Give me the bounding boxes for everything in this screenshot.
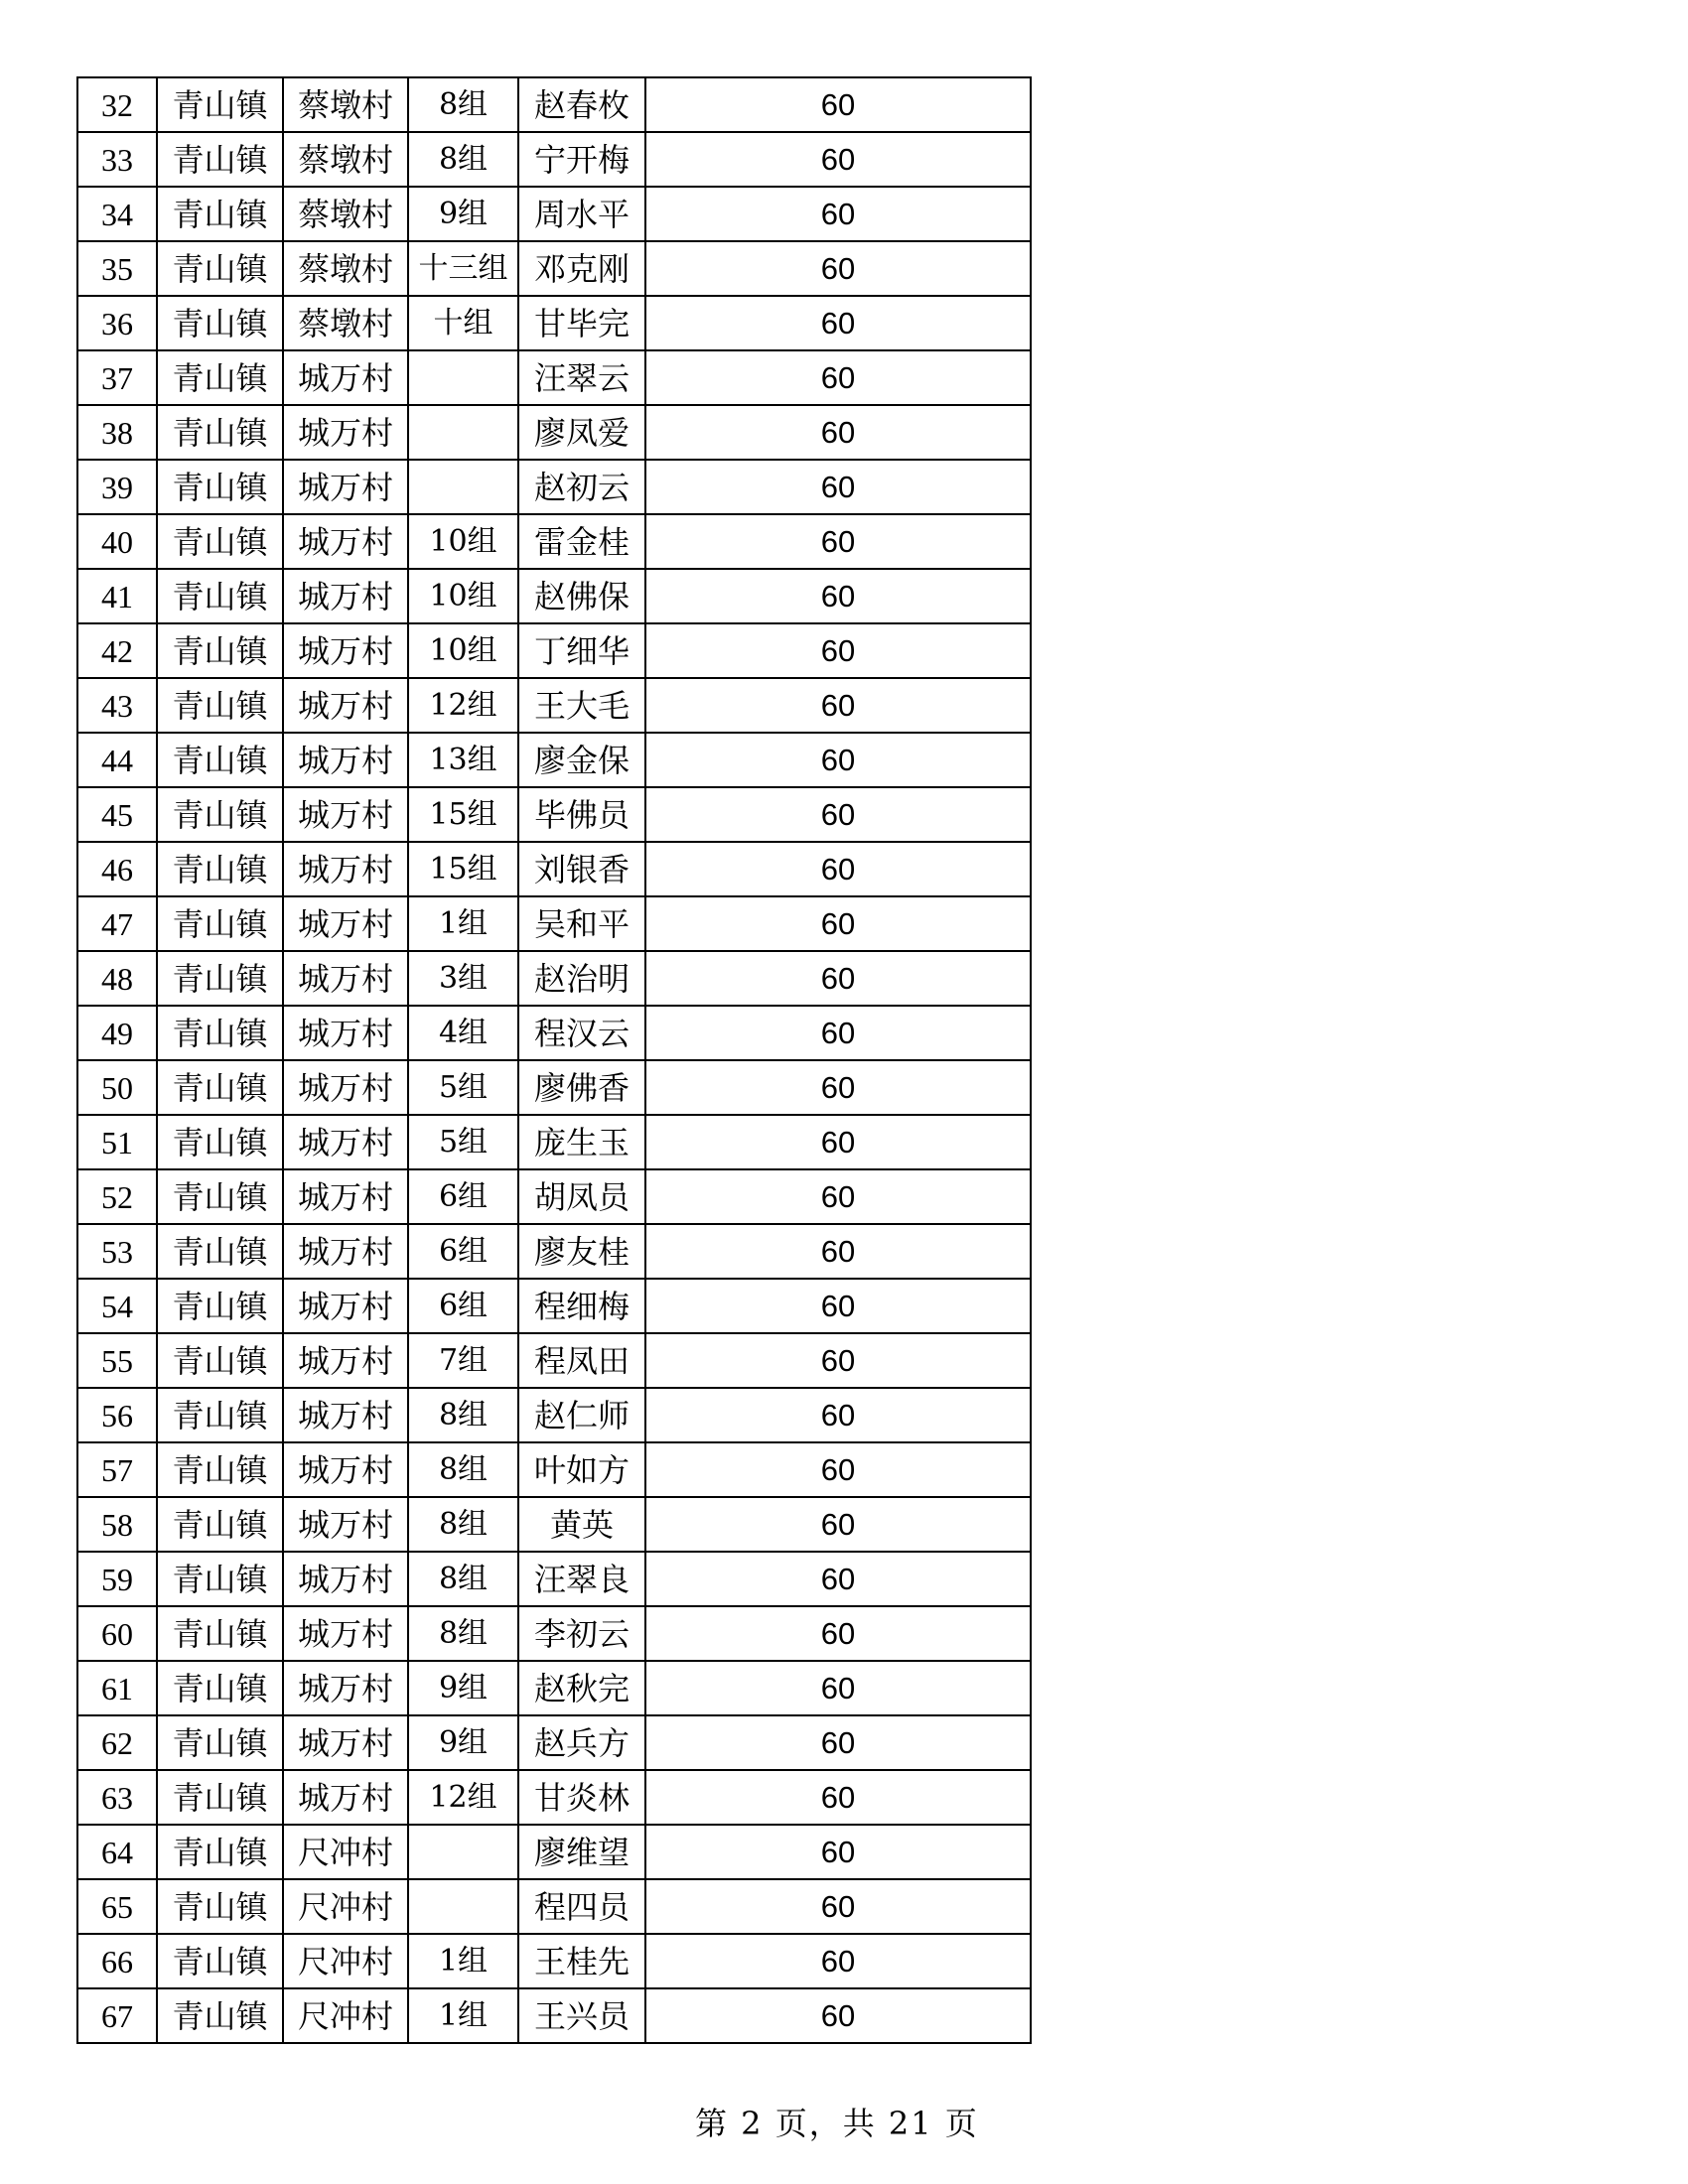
village-cell: 城万村 (283, 569, 408, 623)
village-cell: 城万村 (283, 1606, 408, 1661)
village-cell: 城万村 (283, 350, 408, 405)
town-cell: 青山镇 (157, 1279, 283, 1333)
village-cell: 蔡墩村 (283, 296, 408, 350)
amount-cell: 60 (645, 514, 1031, 569)
amount-cell: 60 (645, 1388, 1031, 1442)
group-cell: 8组 (408, 132, 518, 187)
village-cell: 城万村 (283, 405, 408, 460)
group-cell: 10组 (408, 623, 518, 678)
town-cell: 青山镇 (157, 1169, 283, 1224)
table-row (77, 1988, 1031, 2043)
group-cell: 13组 (408, 733, 518, 787)
name-cell: 庞生玉 (518, 1115, 645, 1169)
town-cell: 青山镇 (157, 1552, 283, 1606)
row-number-cell: 43 (77, 678, 157, 733)
row-number-cell: 63 (77, 1770, 157, 1825)
table-row (77, 1279, 1031, 1333)
table-row (77, 1552, 1031, 1606)
amount-cell: 60 (645, 1006, 1031, 1060)
table-row (77, 1934, 1031, 1988)
village-cell: 城万村 (283, 896, 408, 951)
village-cell: 城万村 (283, 1552, 408, 1606)
row-number-cell: 39 (77, 460, 157, 514)
town-cell: 青山镇 (157, 1224, 283, 1279)
group-cell: 8组 (408, 1497, 518, 1552)
name-cell: 王兴员 (518, 1988, 645, 2043)
row-number-cell: 44 (77, 733, 157, 787)
village-cell: 城万村 (283, 1279, 408, 1333)
town-cell: 青山镇 (157, 787, 283, 842)
name-cell: 赵兵方 (518, 1715, 645, 1770)
group-cell: 1组 (408, 896, 518, 951)
row-number-cell: 32 (77, 77, 157, 132)
table-row (77, 1715, 1031, 1770)
table-row (77, 296, 1031, 350)
village-cell: 城万村 (283, 514, 408, 569)
row-number-cell: 66 (77, 1934, 157, 1988)
town-cell: 青山镇 (157, 733, 283, 787)
group-cell: 十三组 (408, 241, 518, 296)
village-cell: 蔡墩村 (283, 77, 408, 132)
amount-cell: 60 (645, 1661, 1031, 1715)
amount-cell: 60 (645, 241, 1031, 296)
amount-cell: 60 (645, 678, 1031, 733)
table-row (77, 1825, 1031, 1879)
town-cell: 青山镇 (157, 1661, 283, 1715)
table-row (77, 1333, 1031, 1388)
amount-cell: 60 (645, 1224, 1031, 1279)
amount-cell: 60 (645, 1169, 1031, 1224)
table-row (77, 1770, 1031, 1825)
village-cell: 蔡墩村 (283, 241, 408, 296)
village-cell: 尺冲村 (283, 1934, 408, 1988)
name-cell: 赵治明 (518, 951, 645, 1006)
amount-cell: 60 (645, 77, 1031, 132)
group-cell: 十组 (408, 296, 518, 350)
name-cell: 毕佛员 (518, 787, 645, 842)
town-cell: 青山镇 (157, 1879, 283, 1934)
amount-cell: 60 (645, 350, 1031, 405)
group-cell (408, 460, 518, 514)
town-cell: 青山镇 (157, 569, 283, 623)
village-cell: 城万村 (283, 1661, 408, 1715)
town-cell: 青山镇 (157, 1442, 283, 1497)
village-cell: 城万村 (283, 678, 408, 733)
table-row (77, 1661, 1031, 1715)
group-cell (408, 1825, 518, 1879)
amount-cell: 60 (645, 951, 1031, 1006)
group-cell (408, 1879, 518, 1934)
table-row (77, 1388, 1031, 1442)
table-row (77, 623, 1031, 678)
row-number-cell: 48 (77, 951, 157, 1006)
amount-cell: 60 (645, 1060, 1031, 1115)
table-row (77, 1497, 1031, 1552)
row-number-cell: 40 (77, 514, 157, 569)
name-cell: 程凤田 (518, 1333, 645, 1388)
amount-cell: 60 (645, 1279, 1031, 1333)
amount-cell: 60 (645, 623, 1031, 678)
table-row (77, 1224, 1031, 1279)
table-row (77, 241, 1031, 296)
name-cell: 王桂先 (518, 1934, 645, 1988)
group-cell: 10组 (408, 514, 518, 569)
row-number-cell: 46 (77, 842, 157, 896)
village-cell: 城万村 (283, 1388, 408, 1442)
amount-cell: 60 (645, 1988, 1031, 2043)
group-cell: 4组 (408, 1006, 518, 1060)
table-row (77, 1060, 1031, 1115)
amount-cell: 60 (645, 1606, 1031, 1661)
table-row (77, 1115, 1031, 1169)
town-cell: 青山镇 (157, 1934, 283, 1988)
town-cell: 青山镇 (157, 460, 283, 514)
row-number-cell: 45 (77, 787, 157, 842)
table-row (77, 787, 1031, 842)
village-cell: 城万村 (283, 733, 408, 787)
town-cell: 青山镇 (157, 241, 283, 296)
village-cell: 城万村 (283, 842, 408, 896)
village-cell: 尺冲村 (283, 1825, 408, 1879)
town-cell: 青山镇 (157, 951, 283, 1006)
group-cell: 8组 (408, 77, 518, 132)
town-cell: 青山镇 (157, 132, 283, 187)
name-cell: 赵初云 (518, 460, 645, 514)
name-cell: 汪翠云 (518, 350, 645, 405)
table-row (77, 951, 1031, 1006)
table-row (77, 842, 1031, 896)
amount-cell: 60 (645, 1552, 1031, 1606)
town-cell: 青山镇 (157, 1115, 283, 1169)
amount-cell: 60 (645, 405, 1031, 460)
town-cell: 青山镇 (157, 1715, 283, 1770)
name-cell: 周水平 (518, 187, 645, 241)
name-cell: 宁开梅 (518, 132, 645, 187)
group-cell: 7组 (408, 1333, 518, 1388)
row-number-cell: 67 (77, 1988, 157, 2043)
row-number-cell: 59 (77, 1552, 157, 1606)
name-cell: 李初云 (518, 1606, 645, 1661)
amount-cell: 60 (645, 569, 1031, 623)
group-cell: 5组 (408, 1115, 518, 1169)
name-cell: 黄英 (518, 1497, 645, 1552)
village-cell: 城万村 (283, 787, 408, 842)
row-number-cell: 58 (77, 1497, 157, 1552)
amount-cell: 60 (645, 132, 1031, 187)
town-cell: 青山镇 (157, 405, 283, 460)
name-cell: 丁细华 (518, 623, 645, 678)
row-number-cell: 36 (77, 296, 157, 350)
row-number-cell: 33 (77, 132, 157, 187)
group-cell: 6组 (408, 1224, 518, 1279)
name-cell: 甘毕完 (518, 296, 645, 350)
table-row (77, 678, 1031, 733)
row-number-cell: 35 (77, 241, 157, 296)
group-cell: 1组 (408, 1934, 518, 1988)
village-cell: 城万村 (283, 1006, 408, 1060)
row-number-cell: 49 (77, 1006, 157, 1060)
name-cell: 邓克刚 (518, 241, 645, 296)
town-cell: 青山镇 (157, 1770, 283, 1825)
group-cell: 8组 (408, 1606, 518, 1661)
town-cell: 青山镇 (157, 1988, 283, 2043)
row-number-cell: 34 (77, 187, 157, 241)
row-number-cell: 52 (77, 1169, 157, 1224)
town-cell: 青山镇 (157, 1825, 283, 1879)
town-cell: 青山镇 (157, 842, 283, 896)
row-number-cell: 38 (77, 405, 157, 460)
town-cell: 青山镇 (157, 77, 283, 132)
amount-cell: 60 (645, 1115, 1031, 1169)
group-cell: 6组 (408, 1279, 518, 1333)
group-cell: 15组 (408, 842, 518, 896)
village-cell: 城万村 (283, 1060, 408, 1115)
row-number-cell: 54 (77, 1279, 157, 1333)
name-cell: 廖友桂 (518, 1224, 645, 1279)
village-cell: 城万村 (283, 623, 408, 678)
row-number-cell: 37 (77, 350, 157, 405)
row-number-cell: 50 (77, 1060, 157, 1115)
amount-cell: 60 (645, 1934, 1031, 1988)
row-number-cell: 47 (77, 896, 157, 951)
town-cell: 青山镇 (157, 678, 283, 733)
row-number-cell: 60 (77, 1606, 157, 1661)
name-cell: 廖佛香 (518, 1060, 645, 1115)
amount-cell: 60 (645, 1442, 1031, 1497)
village-cell: 蔡墩村 (283, 187, 408, 241)
village-cell: 蔡墩村 (283, 132, 408, 187)
name-cell: 廖维望 (518, 1825, 645, 1879)
amount-cell: 60 (645, 1770, 1031, 1825)
group-cell: 6组 (408, 1169, 518, 1224)
row-number-cell: 61 (77, 1661, 157, 1715)
village-cell: 城万村 (283, 1497, 408, 1552)
table-row (77, 569, 1031, 623)
row-number-cell: 55 (77, 1333, 157, 1388)
row-number-cell: 41 (77, 569, 157, 623)
town-cell: 青山镇 (157, 1606, 283, 1661)
village-cell: 城万村 (283, 1442, 408, 1497)
amount-cell: 60 (645, 1715, 1031, 1770)
name-cell: 雷金桂 (518, 514, 645, 569)
town-cell: 青山镇 (157, 1388, 283, 1442)
name-cell: 刘银香 (518, 842, 645, 896)
row-number-cell: 57 (77, 1442, 157, 1497)
town-cell: 青山镇 (157, 1006, 283, 1060)
name-cell: 吴和平 (518, 896, 645, 951)
group-cell: 9组 (408, 187, 518, 241)
amount-cell: 60 (645, 1333, 1031, 1388)
amount-cell: 60 (645, 1497, 1031, 1552)
amount-cell: 60 (645, 1825, 1031, 1879)
amount-cell: 60 (645, 733, 1031, 787)
table-row (77, 514, 1031, 569)
village-cell: 尺冲村 (283, 1879, 408, 1934)
town-cell: 青山镇 (157, 896, 283, 951)
row-number-cell: 51 (77, 1115, 157, 1169)
village-cell: 城万村 (283, 1770, 408, 1825)
group-cell: 8组 (408, 1442, 518, 1497)
group-cell (408, 350, 518, 405)
table-row (77, 1879, 1031, 1934)
amount-cell: 60 (645, 187, 1031, 241)
amount-cell: 60 (645, 296, 1031, 350)
name-cell: 程汉云 (518, 1006, 645, 1060)
name-cell: 廖金保 (518, 733, 645, 787)
page-footer: 第 2 页，共 21 页 (695, 2105, 979, 2142)
row-number-cell: 42 (77, 623, 157, 678)
amount-cell: 60 (645, 460, 1031, 514)
town-cell: 青山镇 (157, 350, 283, 405)
name-cell: 赵春枚 (518, 77, 645, 132)
group-cell: 3组 (408, 951, 518, 1006)
table-row (77, 1006, 1031, 1060)
town-cell: 青山镇 (157, 187, 283, 241)
table-row (77, 405, 1031, 460)
name-cell: 赵秋完 (518, 1661, 645, 1715)
roster-table-body (77, 77, 1031, 2043)
group-cell: 8组 (408, 1388, 518, 1442)
village-cell: 城万村 (283, 460, 408, 514)
row-number-cell: 64 (77, 1825, 157, 1879)
row-number-cell: 56 (77, 1388, 157, 1442)
row-number-cell: 53 (77, 1224, 157, 1279)
name-cell: 程细梅 (518, 1279, 645, 1333)
group-cell: 9组 (408, 1715, 518, 1770)
table-row (77, 1169, 1031, 1224)
amount-cell: 60 (645, 787, 1031, 842)
group-cell: 8组 (408, 1552, 518, 1606)
table-row (77, 1606, 1031, 1661)
table-row (77, 1442, 1031, 1497)
group-cell (408, 405, 518, 460)
name-cell: 廖凤爱 (518, 405, 645, 460)
group-cell: 12组 (408, 678, 518, 733)
town-cell: 青山镇 (157, 296, 283, 350)
name-cell: 程四员 (518, 1879, 645, 1934)
table-row (77, 460, 1031, 514)
amount-cell: 60 (645, 1879, 1031, 1934)
village-cell: 尺冲村 (283, 1988, 408, 2043)
name-cell: 甘炎林 (518, 1770, 645, 1825)
row-number-cell: 65 (77, 1879, 157, 1934)
group-cell: 12组 (408, 1770, 518, 1825)
group-cell: 1组 (408, 1988, 518, 2043)
group-cell: 15组 (408, 787, 518, 842)
roster-table (76, 76, 1032, 2044)
town-cell: 青山镇 (157, 1333, 283, 1388)
table-row (77, 187, 1031, 241)
table-row (77, 132, 1031, 187)
name-cell: 赵佛保 (518, 569, 645, 623)
group-cell: 9组 (408, 1661, 518, 1715)
table-row (77, 350, 1031, 405)
table-row (77, 896, 1031, 951)
name-cell: 叶如方 (518, 1442, 645, 1497)
name-cell: 赵仁师 (518, 1388, 645, 1442)
group-cell: 10组 (408, 569, 518, 623)
amount-cell: 60 (645, 842, 1031, 896)
name-cell: 胡凤员 (518, 1169, 645, 1224)
town-cell: 青山镇 (157, 623, 283, 678)
town-cell: 青山镇 (157, 514, 283, 569)
village-cell: 城万村 (283, 951, 408, 1006)
town-cell: 青山镇 (157, 1060, 283, 1115)
name-cell: 汪翠良 (518, 1552, 645, 1606)
village-cell: 城万村 (283, 1224, 408, 1279)
name-cell: 王大毛 (518, 678, 645, 733)
town-cell: 青山镇 (157, 1497, 283, 1552)
table-row (77, 733, 1031, 787)
row-number-cell: 62 (77, 1715, 157, 1770)
amount-cell: 60 (645, 896, 1031, 951)
village-cell: 城万村 (283, 1715, 408, 1770)
village-cell: 城万村 (283, 1169, 408, 1224)
group-cell: 5组 (408, 1060, 518, 1115)
village-cell: 城万村 (283, 1115, 408, 1169)
table-row (77, 77, 1031, 132)
village-cell: 城万村 (283, 1333, 408, 1388)
